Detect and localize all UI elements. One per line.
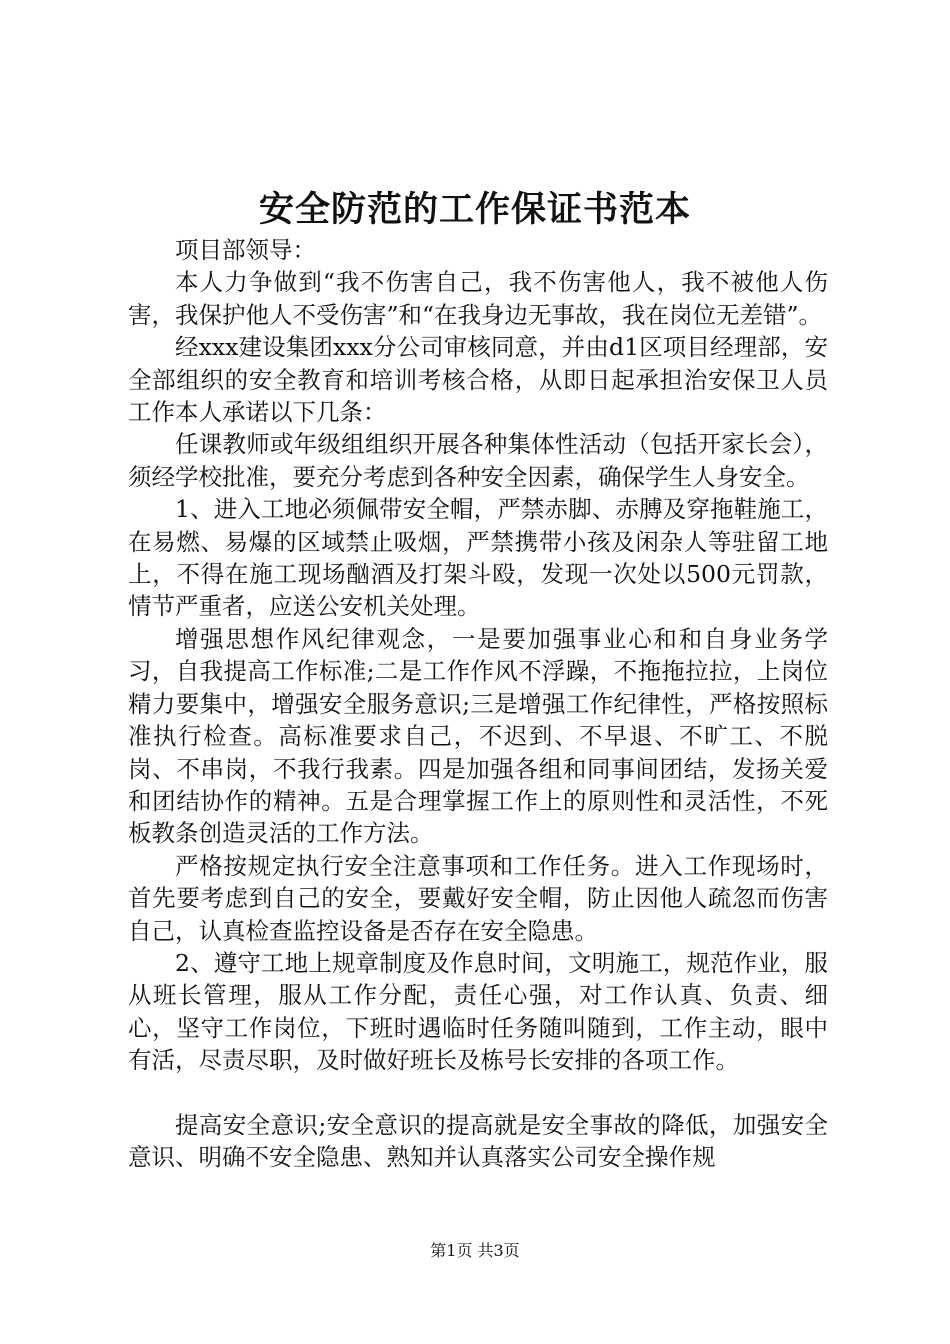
paragraph: 经xxx建设集团xxx分公司审核同意，并由d1区项目经理部，安全部组织的安全教育和培训考核合格，从即日起承担治安保卫人员工作本人承诺以下几条： — [128, 333, 828, 427]
paragraph: 2、遵守工地上规章制度及作息时间，文明施工，规范作业，服从班长管理，服从工作分配，责任心强，对工作认真、负责、细心，坚守工作岗位，下班时遇临时任务随叫随到，工作主动，眼中有活，尽责尽职，及时做好班长及栋号长安排的各项工作。 — [128, 948, 828, 1075]
paragraph: 任课教师或年级组组织开展各种集体性活动（包括开家长会），须经学校批准，要充分考虑到各种安全因素，确保学生人身安全。 — [128, 430, 828, 491]
paragraph: 1、进入工地必须佩带安全帽，严禁赤脚、赤膊及穿拖鞋施工，在易燃、易爆的区域禁止吸烟，严禁携带小孩及闲杂人等驻留工地上，不得在施工现场酗酒及打架斗殴，发现一次处以500元罚款，情节严重者，应送公安机关处理。 — [128, 495, 828, 621]
document-title: 安全防范的工作保证书范本 — [258, 189, 691, 230]
paragraph: 提高安全意识;安全意识的提高就是安全事故的降低，加强安全意识、明确不安全隐患、熟知并认真落实公司安全操作规 — [128, 1110, 828, 1171]
document-body — [128, 234, 828, 1173]
paragraph: 增强思想作风纪律观念，一是要加强事业心和和自身业务学习，自我提高工作标准;二是工作作风不浮躁，不拖拖拉拉，上岗位精力要集中，增强安全服务意识;三是增强工作纪律性，严格按照标准执行检查。高标准要求自己，不迟到、不早退、不旷工、不脱岗、不串岗，不我行我素。四是加强各组和同事间团结，发扬关爱和团结协作的精神。五是合理掌握工作上的原则性和灵活性，不死板教条创造灵活的工作方法。 — [128, 624, 828, 848]
page-footer: 第1页 共3页 — [430, 1241, 520, 1260]
paragraph: 严格按规定执行安全注意事项和工作任务。进入工作现场时，首先要考虑到自己的安全，要戴好安全帽，防止因他人疏忽而伤害自己，认真检查监控设备是否存在安全隐患。 — [128, 851, 828, 945]
salutation: 项目部领导： — [175, 236, 316, 264]
paragraph: 本人力争做到“我不伤害自己，我不伤害他人，我不被他人伤害，我保护他人不受伤害”和“在我身边无事故，我在岗位无差错”。 — [128, 268, 828, 329]
